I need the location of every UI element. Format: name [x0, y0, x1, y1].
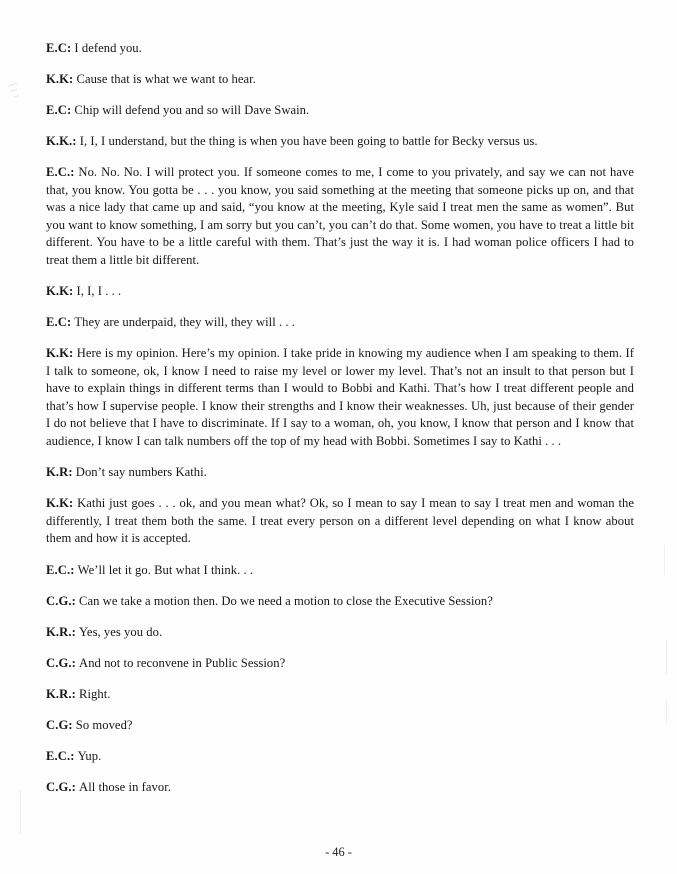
scan-artifact: [666, 640, 667, 674]
transcript-line: [46, 283, 634, 301]
speaker-label: K.R.:: [46, 624, 76, 639]
scan-artifact: [20, 790, 21, 834]
scan-artifact: [664, 545, 665, 575]
speech-text: Kathi just goes . . . ok, and you mean what? Ok, so I mean to say I mean to say I treat men and woman the differently, I treat them both the same. I treat every person on a different level depending on what I know about them and how it is accepted.: [46, 496, 634, 545]
speech-text: I, I, I understand, but the thing is when you have been going to battle for Becky versus us.: [79, 134, 538, 148]
speaker-label: C.G:: [46, 717, 73, 732]
transcript-line: [46, 624, 634, 642]
speech-text: Here is my opinion. Here’s my opinion. I take pride in knowing my audience when I am speaking to them. If I talk to someone, ok, I know I need to raise my level or lower my level. That’s not an insult to that person but I have to explain things in different terms than I would to Bobbi and Kathi. That’s how I treat different people and that’s how I supervise people. I know their strengths and I know their weaknesses. Uh, just because of their gender I do not believe that I have to discriminate. If I say to a woman, oh, you know, I know that person and I know that audience, I know I can talk numbers off the top of my head with Bobbi. Sometimes I say to Kathi . . .: [46, 346, 634, 448]
speaker-label: E.C.:: [46, 748, 75, 763]
speech-text: Chip will defend you and so will Dave Swain.: [74, 103, 310, 117]
speaker-label: E.C.:: [46, 165, 75, 179]
transcript-line: [46, 717, 634, 735]
speech-text: So moved?: [75, 717, 133, 732]
speech-text: Right.: [79, 686, 111, 701]
scan-artifact: [10, 89, 17, 92]
transcript-line: [46, 345, 634, 450]
speaker-label: C.G.:: [46, 593, 76, 608]
transcript-line: [46, 495, 634, 548]
speech-text: We’ll let it go. But what I think. . .: [77, 562, 254, 577]
page-number: - 46 -: [325, 845, 352, 859]
speech-text: All those in favor.: [79, 779, 171, 794]
speaker-label: E.C:: [46, 315, 72, 329]
speaker-label: K.K:: [46, 346, 74, 360]
speaker-label: K.K:: [46, 284, 74, 298]
transcript-line: [46, 655, 634, 673]
scan-artifact: [666, 700, 667, 726]
speech-text: Yes, yes you do.: [79, 624, 163, 639]
speech-text: I, I, I . . .: [76, 284, 122, 298]
transcript-line: [46, 686, 634, 704]
speaker-label: E.C.:: [46, 562, 75, 577]
speech-text: No. No. No. I will protect you. If someone comes to me, I come to you privately, and say we can not have that, you know. You gotta be . . . you know, you said something at the meeting that someone picks up on, and that was a nice lady that came up and said, “you know at the meeting, Kyle said I treat men the same as women”. But you want to know something, I am sorry but you can’t, you can’t do that. Some women, you have to treat a little bit different. You have to be a little careful with them. That’s just the way it is. I had woman police officers I had to treat them a little bit different.: [46, 165, 634, 267]
speech-text: I defend you.: [74, 41, 142, 55]
transcript-body: [46, 40, 634, 810]
speech-text: Yup.: [77, 748, 102, 763]
transcript-line: [46, 40, 634, 58]
speech-text: Cause that is what we want to hear.: [76, 72, 256, 86]
speaker-label: K.K:: [46, 496, 74, 510]
transcript-line: [46, 133, 634, 151]
transcript-line: [46, 102, 634, 120]
speech-text: Don’t say numbers Kathi.: [75, 465, 207, 479]
speech-text: Can we take a motion then. Do we need a motion to close the Executive Session?: [79, 593, 493, 608]
speech-text: They are underpaid, they will, they will . . .: [74, 315, 295, 329]
speaker-label: C.G.:: [46, 655, 76, 670]
scan-artifact: [8, 83, 17, 87]
speaker-label: E.C:: [46, 103, 72, 117]
transcript-line: [46, 464, 634, 482]
transcript-line: [46, 314, 634, 332]
speaker-label: K.K:: [46, 72, 74, 86]
scan-artifact: [13, 95, 19, 97]
speaker-label: K.R.:: [46, 686, 76, 701]
speech-text: And not to reconvene in Public Session?: [79, 655, 286, 670]
speaker-label: K.R:: [46, 465, 73, 479]
speaker-label: K.K.:: [46, 134, 77, 148]
speaker-label: E.C:: [46, 41, 72, 55]
transcript-line: [46, 562, 634, 580]
transcript-line: [46, 71, 634, 89]
speaker-label: C.G.:: [46, 779, 76, 794]
transcript-line: [46, 748, 634, 766]
transcript-line: [46, 779, 634, 797]
transcript-line: [46, 593, 634, 611]
transcript-line: [46, 164, 634, 269]
